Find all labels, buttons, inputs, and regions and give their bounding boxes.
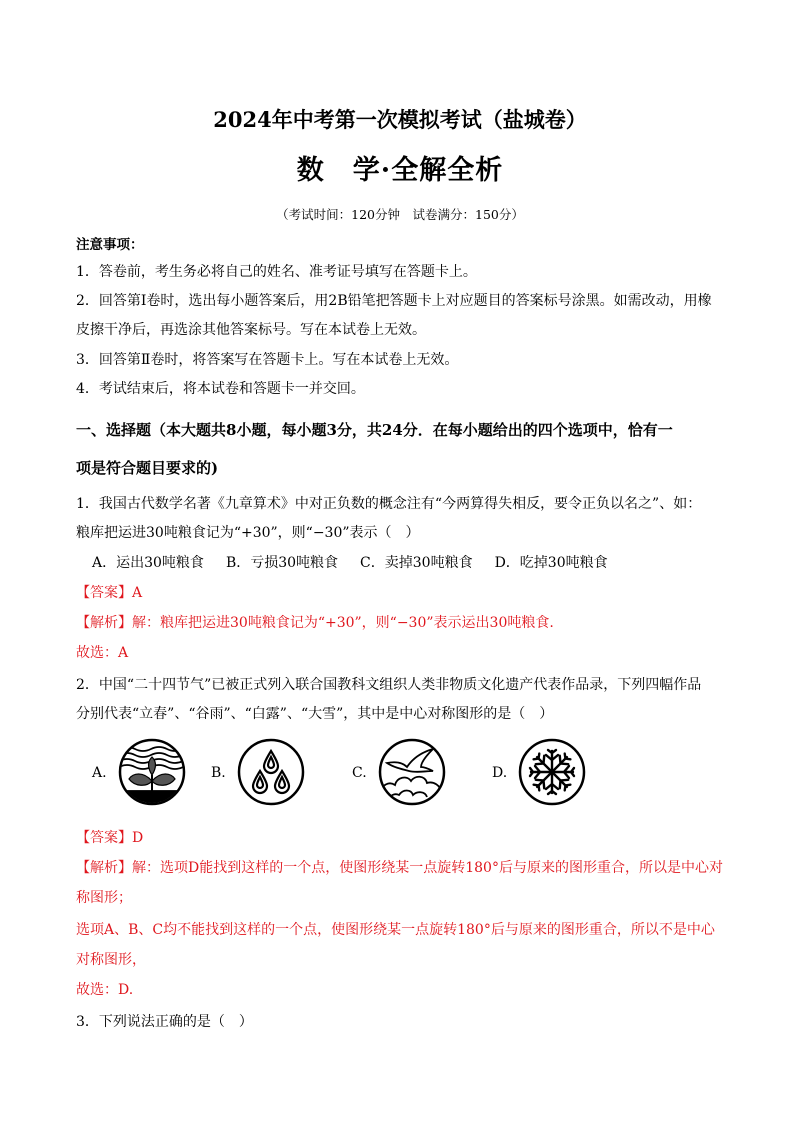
q1-option-c: C．卖掉30吨粮食 <box>360 555 473 571</box>
q2-analysis-line2: 称图形； <box>76 890 132 906</box>
q2-stem-line1: 2．中国“二十四节气”已被正式列入联合国教科文组织人类非物质文化遗产代表作品录，下列四幅作品 <box>76 677 702 693</box>
q2-analysis-line3: 选项A、B、C均不能找到这样的一个点，使图形绕某一点旋转180°后与原来的图形重合，所以不是中心 <box>76 922 715 938</box>
q2-option-a-label: A. <box>92 765 107 781</box>
q1-stem-line1: 1．我国古代数学名著《九章算术》中对正负数的概念注有“今两算得失相反，要令正负以名之”、如： <box>76 496 702 512</box>
q2-answer-value: D <box>132 830 144 846</box>
q2-figure-a <box>117 737 187 811</box>
note-item-3: 3．回答第Ⅱ卷时，将答案写在答题卡上。写在本试卷上无效。 <box>76 352 459 368</box>
note-item-4: 4．考试结束后，将本试卷和答题卡一并交回。 <box>76 381 365 397</box>
q2-answer <box>76 828 730 848</box>
note-item-2-cont: 皮擦干净后，再选涂其他答案标号。写在本试卷上无效。 <box>76 322 426 338</box>
q1-answer-value: A <box>132 585 143 601</box>
snowflake-icon <box>517 737 587 807</box>
exam-subtitle: 数 学·全解全析 <box>296 155 504 186</box>
section-heading-line1: 一、选择题（本大题共8小题，每小题3分，共24分．在每小题给出的四个选项中，恰有一 <box>76 421 673 439</box>
answer-tag: 【答案】 <box>76 830 132 846</box>
q1-options <box>92 553 630 573</box>
q2-analysis-text-1: 解：选项D能找到这样的一个点，使图形绕某一点旋转180°后与原来的图形重合，所以是中心对 <box>132 860 723 876</box>
q2-figure-c <box>377 737 447 811</box>
q2-conclusion: 故选：D. <box>76 982 134 998</box>
raindrops-icon <box>236 737 306 807</box>
notes-heading: 注意事项： <box>76 237 144 253</box>
bird-cloud-icon <box>377 737 447 807</box>
answer-tag: 【答案】 <box>76 585 132 601</box>
exam-title: 2024年中考第一次模拟考试（盐城卷） <box>213 107 587 132</box>
q2-figure-d <box>517 737 587 811</box>
q1-option-b: B．亏损30吨粮食 <box>225 555 339 571</box>
q2-stem-line2: 分别代表“立春”、“谷雨”、“白露”、“大雪”，其中是中心对称图形的是（ ） <box>76 706 554 722</box>
exam-info: （考试时间：120分钟 试卷满分：150分） <box>276 207 524 222</box>
analysis-tag: 【解析】 <box>76 860 132 876</box>
note-item-1: 1．答卷前，考生务必将自己的姓名、准考证号填写在答题卡上。 <box>76 264 477 280</box>
analysis-tag: 【解析】 <box>76 615 132 631</box>
q2-analysis-line4: 对称图形， <box>76 952 146 968</box>
q1-answer <box>76 583 730 603</box>
spring-sprout-icon <box>117 737 187 807</box>
q2-option-c-label: C. <box>352 765 367 781</box>
q3-stem-line1: 3．下列说法正确的是（ ） <box>76 1014 253 1030</box>
q2-option-d-label: D. <box>492 765 508 781</box>
q1-option-d: D．吃掉30吨粮食 <box>494 555 608 571</box>
q1-stem-line2: 粮库把运进30吨粮食记为“+30”，则“−30”表示（ ） <box>76 525 420 541</box>
note-item-2: 2．回答第Ⅰ卷时，选出每小题答案后，用2B铅笔把答题卡上对应题目的答案标号涂黑。如需改动，用橡 <box>76 293 712 309</box>
q1-option-a: A．运出30吨粮食 <box>92 555 204 571</box>
q2-option-b-label: B. <box>211 765 226 781</box>
q2-figure-b <box>236 737 306 811</box>
q1-conclusion: 故选：A <box>76 645 129 661</box>
q1-analysis <box>76 613 730 633</box>
section-heading-line2: 项是符合题目要求的) <box>76 459 219 477</box>
q2-analysis-line1 <box>76 858 730 878</box>
q1-analysis-text: 解：粮库把运进30吨粮食记为“+30”，则“−30”表示运出30吨粮食. <box>132 615 554 631</box>
